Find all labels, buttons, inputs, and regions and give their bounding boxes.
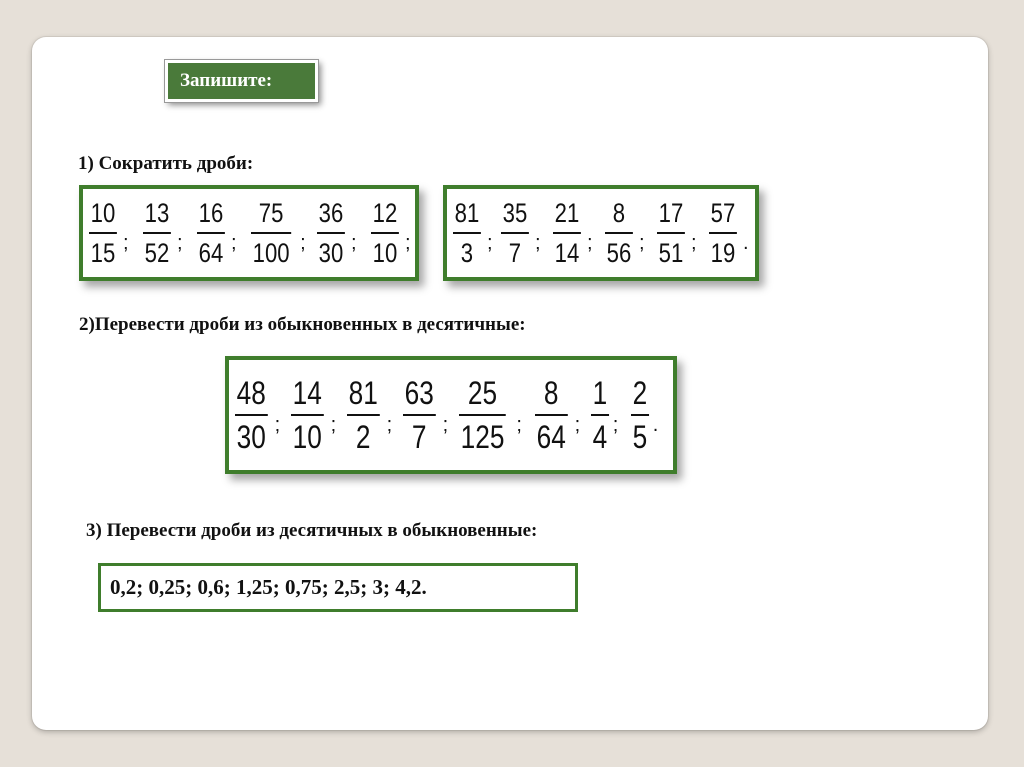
fraction [291,376,323,454]
denominator: 125 [460,419,505,455]
separator: ; [612,413,619,436]
separator: ; [123,231,129,254]
fraction-bar [459,414,506,416]
separator: ; [516,413,522,436]
separator: ; [274,413,281,436]
numerator: 8 [612,198,626,228]
fraction-bar [235,414,267,416]
task2-fractions [225,356,677,474]
separator: ; [351,231,357,254]
separator: ; [231,231,237,254]
separator: . [743,231,749,254]
separator: ; [442,413,449,436]
separator: ; [639,231,645,254]
fraction [143,198,171,268]
fraction-bar [89,232,117,234]
fraction [605,198,633,268]
fraction-bar [605,232,633,234]
denominator: 56 [606,238,632,268]
fraction [657,198,685,268]
separator: ; [330,413,337,436]
fraction [347,376,379,454]
fraction [591,376,609,454]
denominator: 30 [236,419,266,455]
fraction-bar [631,414,649,416]
denominator: 64 [198,238,224,268]
fraction [459,376,506,454]
fraction [709,198,737,268]
fraction-bar [535,414,567,416]
fraction [235,376,267,454]
task3-decimals: 0,2; 0,25; 0,6; 1,25; 0,75; 2,5; 3; 4,2. [98,563,578,612]
fraction-bar [553,232,581,234]
fraction-bar [709,232,737,234]
numerator: 2 [632,375,648,411]
numerator: 48 [236,375,266,411]
numerator: 21 [554,198,580,228]
denominator: 7 [411,419,427,455]
numerator: 63 [404,375,434,411]
fraction [501,198,529,268]
denominator: 51 [658,238,684,268]
separator: ; [405,231,411,254]
separator: ; [587,231,593,254]
denominator: 5 [632,419,648,455]
separator: ; [535,231,541,254]
denominator: 7 [508,238,522,268]
denominator: 4 [592,419,608,455]
fraction [453,198,481,268]
fraction-bar [143,232,171,234]
fraction-bar [591,414,609,416]
fraction-bar [291,414,323,416]
denominator: 3 [460,238,474,268]
task1-heading: 1) Сократить дроби: [78,153,254,174]
numerator: 81 [454,198,480,228]
numerator: 12 [372,198,398,228]
denominator: 10 [372,238,398,268]
numerator: 25 [467,375,498,411]
denominator: 64 [536,419,566,455]
fraction-bar [453,232,481,234]
fraction [631,376,649,454]
denominator: 30 [318,238,344,268]
task1-fractions-a [79,185,419,281]
fraction [553,198,581,268]
separator: ; [691,231,697,254]
fraction-bar [347,414,379,416]
fraction-bar [251,232,291,234]
fraction [535,376,567,454]
numerator: 57 [710,198,736,228]
denominator: 10 [292,419,322,455]
task3-heading: 3) Перевести дроби из десятичных в обыкновенные: [86,520,538,541]
numerator: 35 [502,198,528,228]
fraction-bar [371,232,399,234]
numerator: 16 [198,198,224,228]
numerator: 81 [348,375,378,411]
numerator: 13 [144,198,170,228]
denominator: 52 [144,238,170,268]
numerator: 75 [258,198,284,228]
fraction [197,198,225,268]
separator: ; [177,231,183,254]
fraction-bar [403,414,435,416]
fraction [371,198,399,268]
separator: . [652,413,659,436]
numerator: 8 [543,375,559,411]
denominator: 2 [355,419,371,455]
fraction-bar [501,232,529,234]
separator: ; [574,413,581,436]
separator: ; [386,413,393,436]
separator: ; [300,231,306,254]
numerator: 10 [90,198,116,228]
fraction-bar [657,232,685,234]
numerator: 17 [658,198,684,228]
task1-fractions-b [443,185,759,281]
denominator: 100 [252,238,290,268]
numerator: 36 [318,198,344,228]
numerator: 1 [592,375,608,411]
fraction [403,376,435,454]
denominator: 14 [554,238,580,268]
fraction-bar [317,232,345,234]
title-label: Запишите: [165,60,318,102]
separator: ; [487,231,493,254]
fraction [317,198,345,268]
task2-heading: 2)Перевести дроби из обыкновенных в десятичные: [79,314,526,335]
denominator: 19 [710,238,736,268]
fraction-bar [197,232,225,234]
numerator: 14 [292,375,322,411]
fraction [251,198,291,268]
denominator: 15 [90,238,116,268]
fraction [89,198,117,268]
